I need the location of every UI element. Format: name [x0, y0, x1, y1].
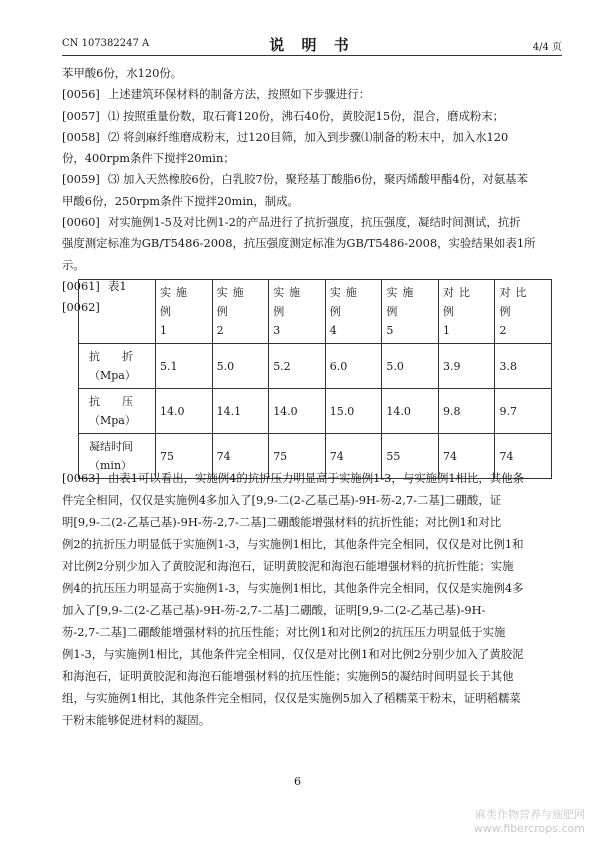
- table-cell: 74: [438, 434, 494, 479]
- header-label: 实施例: [273, 286, 306, 318]
- watermark-line: www.fibercrops.com: [473, 822, 585, 835]
- paragraph-number: [0062]: [62, 300, 100, 315]
- table-header-cell: [495, 280, 552, 344]
- row-unit: （Mpa）: [89, 369, 136, 382]
- header-label: 实施例: [329, 286, 362, 318]
- row-header: [79, 389, 156, 434]
- paragraph-number: [0057]: [62, 108, 100, 123]
- paragraph-text: ⑴ 按照重量份数，取石膏120份，沸石40份，黄胶泥15份，混合，磨成粉末；: [108, 108, 505, 123]
- row-unit: （Mpa）: [89, 414, 136, 427]
- table-corner-cell: [79, 280, 156, 344]
- paragraph-0060: [62, 212, 562, 276]
- paragraph-continuation: [62, 63, 562, 84]
- paragraph-0056: [62, 84, 562, 105]
- paragraph-line: 件完全相同，仅仅是实施例4多加入了[9,9-二(2-乙基己基)-9H-芴-2,7-二基]二硼酸，证: [62, 493, 502, 507]
- table-row-flexural: [79, 344, 552, 389]
- table-cell: 5.2: [269, 344, 326, 389]
- document-title: 说 明 书: [269, 36, 355, 54]
- paragraph-text: 苯甲酸6份，水120份。: [62, 66, 183, 80]
- watermark-line: 麻类作物营养与施肥网: [475, 808, 585, 821]
- header-label: 对比例: [442, 286, 475, 318]
- paragraph-text: ⑶ 加入天然橡胶6份，白乳胶7份，聚羟基丁酸脂6份，聚丙烯酸甲酯4份，对氨基苯: [108, 172, 528, 187]
- table-cell: 55: [382, 434, 439, 479]
- table-header-cell: [269, 280, 326, 344]
- row-unit: （min）: [89, 459, 133, 472]
- results-table: [78, 279, 552, 479]
- table-cell: 14.0: [156, 389, 213, 434]
- paragraph-number: [0056]: [62, 87, 100, 102]
- paragraph-text-cont: 示。: [62, 257, 85, 272]
- row-label: 凝结时间: [89, 440, 133, 453]
- table-cell: 75: [156, 434, 213, 479]
- table-cell: 75: [269, 434, 326, 479]
- paragraph-line: 例2的抗折压力明显低于实施例1-3，与实施例1相比，其他条件完全相同，仅仅是对比例1和: [62, 537, 524, 551]
- row-label: 抗 折: [89, 350, 133, 363]
- paragraph-text-cont: 份，400rpm条件下搅拌20min；: [62, 151, 235, 166]
- paragraph-text: 对实施例1-5及对比例1-2的产品进行了抗折强度，抗压强度，凝结时间测试，抗折: [108, 215, 521, 230]
- paragraph-text-cont: 甲酸6份，250rpm条件下搅拌20min，制成。: [62, 193, 299, 208]
- table-caption: 表1: [108, 278, 127, 293]
- paragraph-text: 上述建筑环保材料的制备方法，按照如下步骤进行：: [108, 87, 370, 102]
- table-cell: 6.0: [325, 344, 382, 389]
- paragraph-number: [0063]: [62, 471, 100, 485]
- page-indicator: 4/4 页: [532, 42, 562, 53]
- header-number: 5: [386, 324, 394, 337]
- table-cell: 5.1: [156, 344, 213, 389]
- paragraph-line: 芴-2,7-二基]二硼酸能增强材料的抗压性能；对比例1和对比例2的抗压压力明显低于实施: [62, 625, 506, 639]
- paragraph-line: 加入了[9,9-二(2-乙基己基)-9H-芴-2,7-二基]二硼酸，证明[9,9-二(2-乙基己基)-9H-: [62, 603, 486, 617]
- table-cell: 9.7: [495, 389, 552, 434]
- header-label: 实施例: [386, 286, 419, 318]
- header-number: 2: [216, 324, 224, 337]
- paragraph-line: 对比例2分别少加入了黄胶泥和海泡石，证明黄胶泥和海泡石能增强材料的抗折性能；实施: [62, 559, 514, 573]
- paragraph-0057: [62, 106, 562, 127]
- header-number: 1: [442, 324, 450, 337]
- table-row-compressive: [79, 389, 552, 434]
- patent-number: CN 107382247 A: [62, 38, 150, 49]
- watermark: [474, 808, 585, 836]
- paragraph-line: 例4的抗压压力明显高于实施例1-3，与实施例1相比，其他条件完全相同，仅仅是实施例4多: [62, 581, 524, 595]
- paragraph-line: 组，与实施例1相比，其他条件完全相同，仅仅是实施例5加入了稻糯菜干粉末，证明稻糯菜: [62, 691, 521, 705]
- table-cell: 14.1: [212, 389, 269, 434]
- header-number: 2: [499, 324, 507, 337]
- paragraph-text-cont: 强度测定标准为GB/T5486-2008，抗压强度测定标准为GB/T5486-2008，实验结果如表1所: [62, 236, 536, 251]
- paragraph-number: [0059]: [62, 172, 100, 187]
- paragraph-line: 例1-3，与实施例1相比，其他条件完全相同，仅仅是对比例1和对比例2分别少加入了黄胶泥: [62, 647, 524, 661]
- paragraph-block: [62, 467, 562, 731]
- table-cell: 9.8: [438, 389, 494, 434]
- paragraph-line: 和海泡石，证明黄胶泥和海泡石能增强材料的抗压性能；实施例5的凝结时间明显长于其他: [62, 669, 514, 683]
- table-cell: 5.0: [212, 344, 269, 389]
- table-header-row: [79, 280, 552, 344]
- table-header-cell: [382, 280, 439, 344]
- table-cell: 14.0: [269, 389, 326, 434]
- table-cell: 74: [495, 434, 552, 479]
- header-label: 对比例: [499, 286, 532, 318]
- paragraph-line: 干粉末能够促进材料的凝固。: [62, 713, 211, 727]
- header-label: 实施例: [160, 286, 192, 318]
- paragraph-line: 明[9,9-二(2-乙基己基)-9H-芴-2,7-二基]二硼酸能增强材料的抗折性能；对比例1和对比: [62, 515, 502, 529]
- header-label: 实施例: [216, 286, 249, 318]
- page-header: [62, 34, 562, 52]
- paragraph-text: ⑵ 将剑麻纤维磨成粉末，过120目筛，加入到步骤⑴制备的粉末中，加入水120: [108, 129, 509, 144]
- header-number: 4: [329, 324, 337, 337]
- table-header-cell: [156, 280, 213, 344]
- paragraph-0059: [62, 169, 562, 212]
- row-label: 抗 压: [89, 395, 133, 408]
- paragraph-0063: [62, 467, 562, 731]
- row-header: [79, 344, 156, 389]
- table-cell: 3.8: [495, 344, 552, 389]
- table-header-cell: [438, 280, 494, 344]
- table-cell: 74: [325, 434, 382, 479]
- header-number: 3: [273, 324, 281, 337]
- table-cell: 74: [212, 434, 269, 479]
- table-cell: 15.0: [325, 389, 382, 434]
- table-cell: 5.0: [382, 344, 439, 389]
- paragraph-line: 由表1可以看出，实施例4的抗折压力明显高于实施例1-3，与实施例1相比，其他条: [108, 471, 524, 485]
- table-header-cell: [212, 280, 269, 344]
- paragraph-0058: [62, 127, 562, 170]
- paragraph-number: [0058]: [62, 129, 100, 144]
- header-number: 1: [160, 324, 167, 337]
- header-rule: [62, 55, 562, 56]
- table-header-cell: [325, 280, 382, 344]
- table-cell: 14.0: [382, 389, 439, 434]
- page-number: 6: [294, 775, 301, 788]
- paragraph-number: [0060]: [62, 215, 100, 230]
- paragraph-number: [0061]: [62, 278, 100, 293]
- table-cell: 3.9: [438, 344, 494, 389]
